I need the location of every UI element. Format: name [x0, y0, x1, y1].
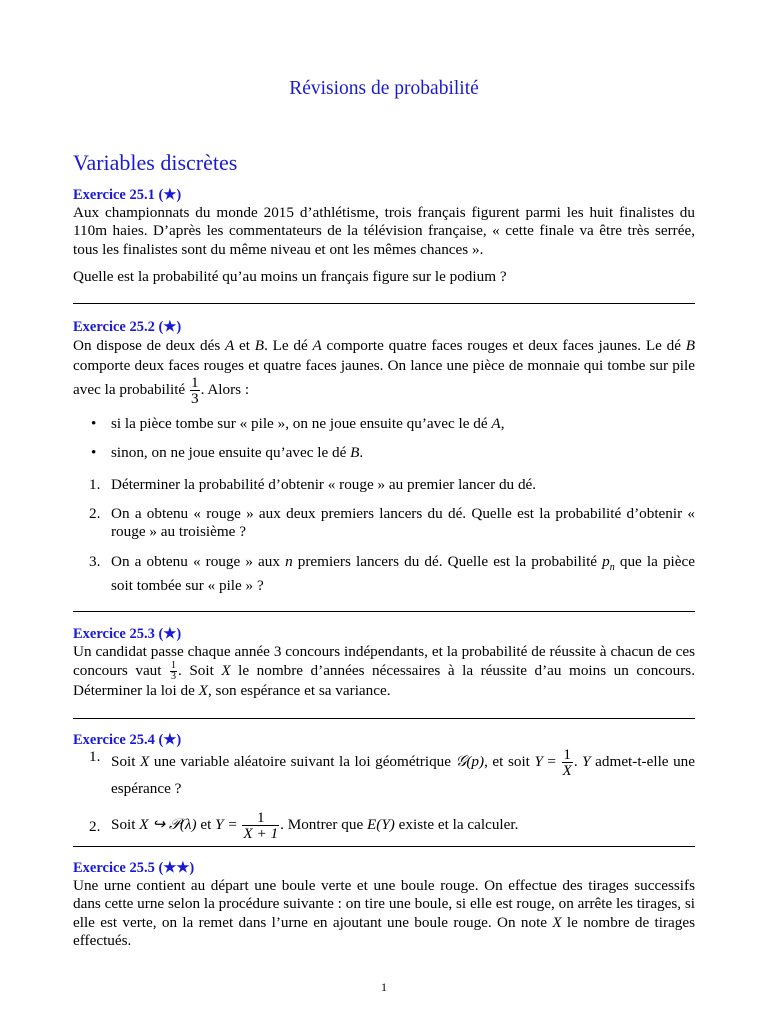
- fraction: $\frac{1}{3}$: [190, 374, 199, 408]
- divider: [73, 611, 695, 612]
- list-item: 2. Soit X ↪ 𝒫(λ) et Y = $\frac{1}{X + 1}$ . Montrer que E(Y) existe et la calculer.: [89, 808, 519, 842]
- exercise-question: Quelle est la probabilité qu’au moins un français figure sur le podium ?: [73, 267, 507, 285]
- bullet-list: [73, 415, 695, 462]
- list-item: 3. On a obtenu « rouge » aux n premiers lancers du dé. Quelle est la probabilité $p_n$ que la pièce soit tombée sur « pile » ?: [89, 552, 695, 594]
- divider: [73, 303, 695, 304]
- exercise-25-2: [73, 318, 695, 595]
- exercise-heading: Exercice 25.3 (★): [73, 626, 182, 642]
- question-list: [73, 747, 695, 841]
- exercise-25-3: [73, 625, 695, 701]
- exercise-heading: Exercice 25.4 (★): [73, 732, 182, 748]
- exercise-text: On dispose de deux dés A et B. Le dé A comporte quatre faces rouges et deux faces jaunes. Le dé B comporte deux faces rouges et quatre faces jaunes. On lance une pièce de monnaie qui tombe sur pile avec la probabilité $\frac{1}{3}$ . Alors :: [73, 337, 695, 408]
- exercise-text: Un candidat passe chaque année 3 concours indépendants, et la probabilité de réussite à chacun de ces concours vaut $\frac{1}{3}$ . Soit X le nombre d’années nécessaires à la réussite d’au moins un concours. Déterminer la loi de X, son espérance et sa variance.: [73, 643, 695, 700]
- page-title: Révisions de probabilité: [289, 78, 479, 99]
- list-item: • si la pièce tombe sur « pile », on ne joue ensuite qu’avec le dé A,: [91, 414, 505, 432]
- fraction: $\frac{1}{X}$: [562, 746, 572, 780]
- exercise-heading: Exercice 25.1 (★): [73, 187, 182, 203]
- exercise-25-5: [73, 859, 695, 950]
- section-heading: Variables discrètes: [73, 150, 238, 175]
- fraction: $\frac{1}{3}$: [171, 660, 177, 683]
- question-list: [73, 476, 695, 595]
- divider: [73, 846, 695, 847]
- divider: [73, 718, 695, 719]
- page-number: 1: [381, 980, 387, 994]
- exercise-text: Aux championnats du monde 2015 d’athlétisme, trois français figurent parmi les huit finalistes du 110m haies. D’après les commentateurs de la télévision française, « cette finale va être très serrée, tous les finalistes sont du même niveau et ont les mêmes chances ».: [73, 204, 695, 258]
- list-item: 2. On a obtenu « rouge » aux deux premiers lancers du dé. Quelle est la probabilité d’obtenir « rouge » au troisième ?: [89, 505, 695, 541]
- list-item: 1. Soit X une variable aléatoire suivant la loi géométrique 𝒢(p), et soit Y = $\frac{1}{X}$ . Y admet-t-elle une espérance ?: [89, 746, 696, 797]
- list-item: 1. Déterminer la probabilité d’obtenir « rouge » au premier lancer du dé.: [89, 476, 537, 494]
- exercise-heading: Exercice 25.5 (★★): [73, 860, 195, 876]
- fraction: $\frac{1}{X + 1}$: [243, 808, 279, 842]
- list-item: • sinon, on ne joue ensuite qu’avec le dé B.: [91, 443, 364, 461]
- exercise-25-4: [73, 731, 695, 841]
- exercise-25-1: [73, 186, 695, 286]
- exercise-text: Une urne contient au départ une boule verte et une boule rouge. On effectue des tirages successifs dans cette urne selon la procédure suivante : on tire une boule, si elle est rouge, on arrête les tirages, si elle est verte, on la remet dans l’urne en ajoutant une boule rouge. On note X le nombre de tirages effectués.: [73, 877, 696, 949]
- exercise-heading: Exercice 25.2 (★): [73, 319, 182, 335]
